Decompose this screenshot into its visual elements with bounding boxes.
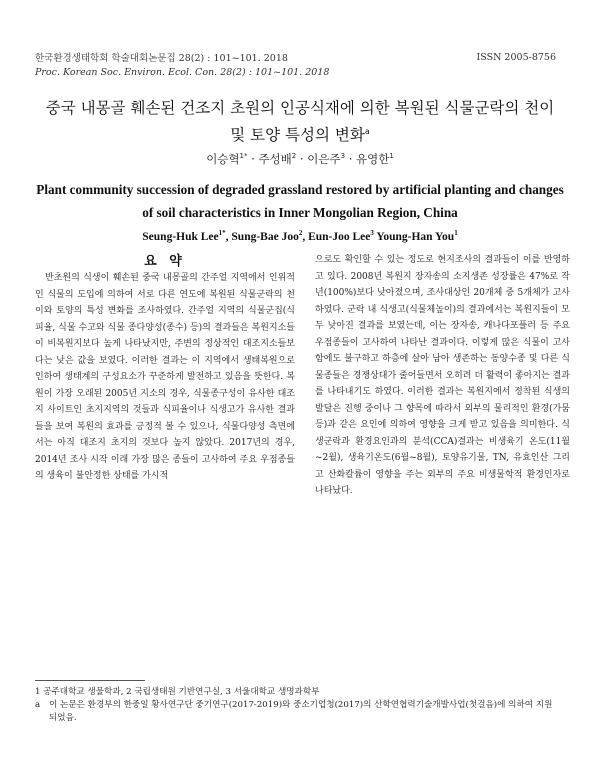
- author-en: Eun-Joo Lee$^3$: [308, 229, 374, 243]
- author-separator: ·: [251, 152, 255, 166]
- funding-footnote: [35, 699, 555, 725]
- author-separator: ·: [299, 152, 304, 166]
- author-en: Young-Han You$^1$: [376, 229, 458, 243]
- funding-footnote-text: 이 논문은 환경부의 한중일 황사연구단 중기연구(2017-2019)와 중소기업청(2017)의 산학연협력기술개발사업(첫걸음)에 의하여 지원되었음.: [49, 700, 553, 723]
- title-footnote-mark: a: [364, 127, 370, 136]
- footnotes: [35, 686, 555, 725]
- korean-title: [40, 96, 560, 147]
- author-ko: 유영한$^1$: [356, 152, 394, 166]
- author-ko: 이승혁$^{1*}$: [206, 152, 248, 166]
- author-ko: 이은주$^3$: [307, 152, 346, 166]
- journal-citation-en: Proc. Korean Soc. Environ. Ecol. Con. 28(2) : 101~101. 2018: [35, 67, 330, 78]
- abstract-left-column: 반초원의 식생이 훼손된 중국 내몽골의 간주얼 지역에서 인위적인 식물의 도입에 의하여 서로 다른 연도에 복원된 식물군락의 천이와 토양의 특성 변화를 조사하였다. 간주얼 지역의 식물군집(식피율, 식물 수고와 식물 종다양성(종수) 등)의 결과들은 복원지소들이 비복원지보다 높게 나타났지만, 주변의 정상적인 대조지소들보다는 낮은 값을 보였다. 이러한 결과는 이 지역에서 생태복원으로 인하여 생태계의 구성요소가 꾸준하게 발전하고 있음을 뜻한다. 복원이 가장 오래된 2005년 지소의 경우, 식물종구성이 유사한 대조지 사이트인 초지지역의 것들과 식피율이나 식생고가 유사한 결과들을 보여 복원의 효과를 긍정적 볼 수 있으나, 식물다양성 측면에서는 아직 대조지 초지의 것보다 높지 않았다. 2017년의 경우, 2014년 조사 시작 이래 가장 많은 종들이 고사하여 주요 우점종들의 생육이 불안정한 상태를 가시적: [35, 273, 295, 481]
- affiliation-footnote: 1 공주대학교 생물학과, 2 국립생태원 기반연구실, 3 서울대학교 생명과학부: [35, 687, 320, 697]
- korean-title-line2: 및 토양 특성의 변화$^a$: [230, 126, 370, 145]
- abstract-heading: 요 약: [144, 254, 186, 269]
- author-ko: 주성배$^2$: [258, 152, 297, 166]
- funding-footnote-mark: a: [35, 700, 41, 710]
- footnote-divider: [35, 680, 145, 681]
- issn: ISSN 2005-8756: [476, 52, 556, 63]
- author-en: Sung-Bae Joo$^2$: [231, 229, 303, 243]
- author-en: Seung-Huk Lee$^{1*}$: [142, 229, 226, 243]
- author-separator: ·: [348, 152, 353, 166]
- abstract-right-column: 으로도 확인할 수 있는 정도로 현지조사의 결과들이 이를 반영하고 있다. 2008년 복원지 장자송의 소지생존 성장률은 47%로 작년(100%)보다 낮아졌으며, 조사대상인 20개체 중 5개체가 고사하였다. 군락 내 식생고(식물체높이)의 결과에서는 복원지들이 모두 낮아진 결과를 보였는데, 이는 장자송, 캐나다포플러 등 주요 우점종들이 고사하여 나타난 결과이다. 이렇게 많은 식물이 고사함에도 불구하고 하층에 살아 남아 생존하는 동양수종 및 다른 식물종들은 경쟁상대가 줄어들면서 오히려 더 활력이 좋아지는 결과를 나타내기도 하였다. 이러한 결과는 복원지에서 정착된 식생의 발달은 진행 중이나 그 향목에 따라서 외부의 물리적인 환경(가뭄 등)과 같은 요인에 의하여 영향을 크게 받고 있음을 의미한다. 식생군락과 환경요인과의 분석(CCA)결과는 비생육기 온도(11월~2월), 생육기온도(6월~8월), 토양유기물, TN, 유효인산 그리고 산화칼륨이 영향을 주는 외부의 주요 비생물학적 환경인자로 나타났다.: [315, 255, 570, 496]
- journal-citation-ko: 한국환경생태학회 학술대회논문집 28(2) : 101~101. 2018: [35, 53, 288, 64]
- english-title-line2: of soil characteristics in Inner Mongolian Region, China: [142, 205, 458, 220]
- english-title: [30, 178, 570, 224]
- journal-citation: [35, 52, 329, 80]
- english-authors: Seung-Huk Lee$^{1*}$, Sung-Bae Joo$^2$, Eun-Joo Lee$^3$ Young-Han You$^1$: [142, 229, 458, 243]
- korean-authors: [40, 151, 560, 167]
- english-title-line1: Plant community succession of degraded grassland restored by artificial planting and changes: [36, 182, 564, 197]
- korean-title-line1: 중국 내몽골 훼손된 건조지 초원의 인공식재에 의한 복원된 식물군락의 천이: [45, 99, 555, 117]
